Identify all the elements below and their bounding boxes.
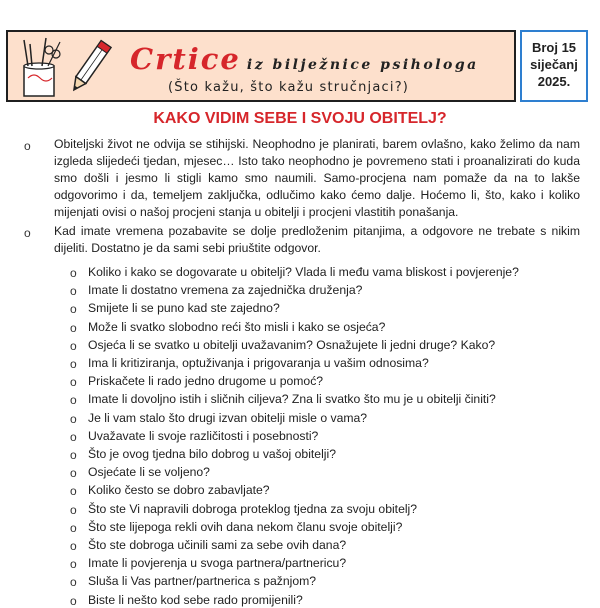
- question-bullet: o: [70, 266, 77, 280]
- question-item: Koliko i kako se dogovarate u obitelji? Vlada li među vama bliskost i povjerenje?: [88, 265, 519, 279]
- question-item: Priskačete li rado jedno drugome u pomoć?: [88, 374, 324, 388]
- question-item: Što ste lijepoga rekli ovih dana nekom članu svoje obitelji?: [88, 520, 403, 534]
- title-main: Crtice: [130, 42, 241, 76]
- question-bullet: o: [70, 412, 77, 426]
- article-title: KAKO VIDIM SEBE I SVOJU OBITELJ?: [153, 110, 447, 127]
- question-item: Ima li kritiziranja, optuživanja i prigovaranja u vašim odnosima?: [88, 356, 429, 370]
- question-item: Biste li nešto kod sebe rado promijenili?: [88, 593, 303, 607]
- question-bullet: o: [70, 284, 77, 298]
- question-item: Može li svatko slobodno reći što misli i kako se osjeća?: [88, 320, 386, 334]
- bullet-marker: o: [24, 226, 31, 240]
- question-bullet: o: [70, 521, 77, 535]
- question-bullet: o: [70, 466, 77, 480]
- question-item: Što ste dobroga učinili sami za sebe ovih dana?: [88, 538, 347, 552]
- question-bullet: o: [70, 575, 77, 589]
- question-bullet: o: [70, 557, 77, 571]
- pencil-cup-icon: [18, 36, 66, 98]
- question-item: Sluša li Vas partner/partnerica s pažnjom?: [88, 574, 317, 588]
- question-item: Osjeća li se svatko u obitelji uvažavanim? Osnažujete li jedni druge? Kako?: [88, 338, 496, 352]
- question-item: Što je ovog tjedna bilo dobrog u vašoj obitelji?: [88, 447, 336, 461]
- question-bullet: o: [70, 594, 77, 608]
- question-bullet: o: [70, 430, 77, 444]
- question-bullet: o: [70, 357, 77, 371]
- question-bullet: o: [70, 484, 77, 498]
- question-item: Imate li dovoljno istih i sličnih ciljeva? Zna li svatko što mu je u obitelji činiti?: [88, 392, 496, 406]
- issue-box: [520, 30, 588, 102]
- newsletter-subtitle: (Što kažu, što kažu stručnjaci?): [168, 80, 410, 95]
- paragraph-intro: Obiteljski život ne odvija se stihijski. Neophodno je planirati, barem ovlašno, kako želimo da nam izgleda slijedeći tjedan, mjesec… Isto tako neophodno je povremeno stati i proanalizirati do kuda smo došli i jesmo li stigli kamo smo naumili. Samo-procjena nam pomaže da na to lakše odgovorimo i da, temeljem zaključka, odlučimo kako ćemo dalje. Hoćemo li, što, kako i koliko mijenjati ovisi o našoj procjeni stanja u obitelji i procjeni vlastitih ponašanja.: [54, 137, 580, 219]
- pencil-icon: [68, 35, 112, 99]
- question-bullet: o: [70, 539, 77, 553]
- issue-month: siječanj: [530, 57, 578, 72]
- question-item: Je li vam stalo što drugi izvan obitelji misle o vama?: [88, 411, 368, 425]
- question-bullet: o: [70, 448, 77, 462]
- question-item: Smijete li se puno kad ste zajedno?: [88, 301, 280, 315]
- question-bullet: o: [70, 302, 77, 316]
- question-bullet: o: [70, 339, 77, 353]
- question-item: Uvažavate li svoje različitosti i posebnosti?: [88, 429, 319, 443]
- question-item: Imate li povjerenja u svoga partnera/partnericu?: [88, 556, 347, 570]
- question-bullet: o: [70, 321, 77, 335]
- paragraph-instructions: Kad imate vremena pozabavite se dolje predloženim pitanjima, a odgovore ne trebate s nikim dijeliti. Dostatno je da sami sebi priuštite odgovor.: [54, 224, 580, 255]
- newsletter-header: [6, 30, 516, 102]
- question-item: Imate li dostatno vremena za zajednička druženja?: [88, 283, 363, 297]
- issue-number: Broj 15: [531, 40, 577, 55]
- question-item: Osjećate li se voljeno?: [88, 465, 210, 479]
- title-sub: iz bilježnice psihologa: [246, 57, 479, 73]
- issue-year: 2025.: [537, 74, 571, 89]
- question-bullet: o: [70, 503, 77, 517]
- question-item: Što ste Vi napravili dobroga proteklog tjedna za svoju obitelj?: [88, 502, 418, 516]
- question-bullet: o: [70, 375, 77, 389]
- bullet-marker: o: [24, 139, 31, 153]
- question-item: Koliko često se dobro zabavljate?: [88, 483, 270, 497]
- newsletter-title: [130, 42, 479, 76]
- question-bullet: o: [70, 393, 77, 407]
